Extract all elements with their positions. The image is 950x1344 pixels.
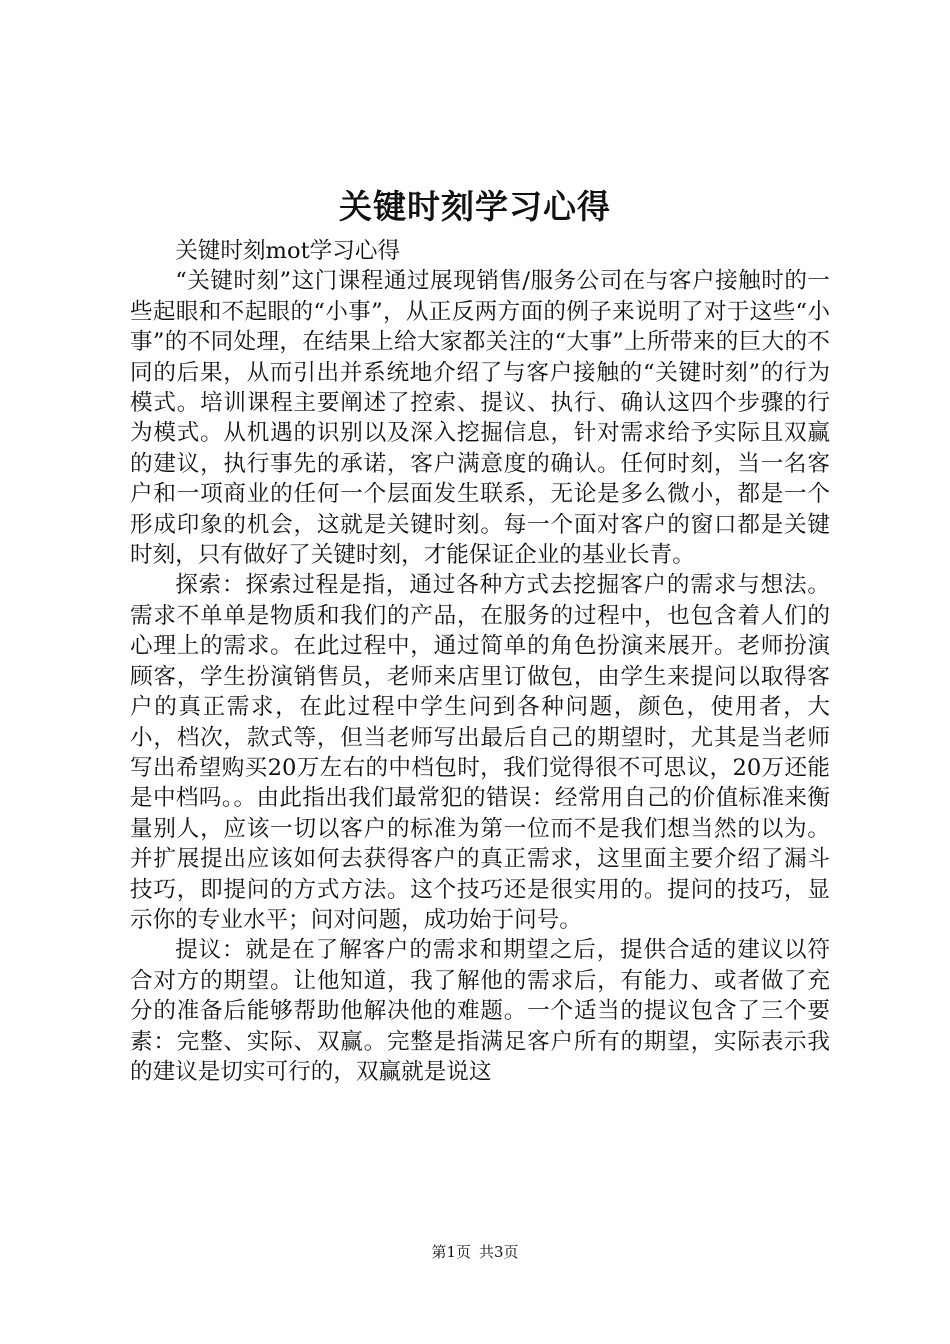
document-title: 关键时刻学习心得: [339, 187, 611, 226]
page-number: 第1页: [431, 1243, 471, 1261]
paragraph-intro: “关键时刻”这门课程通过展现销售/服务公司在与客户接触时的一些起眼和不起眼的“小事”，从正反两方面的例子来说明了对于这些“小事”的不同处理，在结果上给大家都关注的“大事”上所带来的巨大的不同的后果，从而引出并系统地介绍了与客户接触的“关键时刻”的行为模式。培训课程主要阐述了控索、提议、执行、确认这四个步骤的行为模式。从机遇的识别以及深入挖掘信息，针对需求给予实际且双赢的建议，执行事先的承诺，客户满意度的确认。任何时刻，当一名客户和一项商业的任何一个层面发生联系，无论是多么微小，都是一个形成印象的机会，这就是关键时刻。每一个面对客户的窗口都是关键时刻，只有做好了关键时刻，才能保证企业的基业长青。: [130, 268, 830, 569]
paragraph-explore: 探索：探索过程是指，通过各种方式去挖掘客户的需求与想法。需求不单单是物质和我们的产品，在服务的过程中，也包含着人们的心理上的需求。在此过程中，通过简单的角色扮演来展开。老师扮演顾客，学生扮演销售员，老师来店里订做包，由学生来提问以取得客户的真正需求，在此过程中学生问到各种问题，颜色，使用者，大小，档次，款式等，但当老师写出最后自己的期望时，尤其是当老师写出希望购买20万左右的中档包时，我们觉得很不可思议，20万还能是中档吗。。由此指出我们最常犯的错误：经常用自己的价值标准来衡量别人，应该一切以客户的标准为第一位而不是我们想当然的以为。并扩展提出应该如何去获得客户的真正需求，这里面主要介绍了漏斗技巧，即提问的方式方法。这个技巧还是很实用的。提问的技巧，显示你的专业水平；问对问题，成功始于问号。: [130, 572, 830, 933]
page-total: 共3页: [479, 1243, 519, 1261]
document-body: [130, 236, 830, 1087]
paragraph-subtitle: 关键时刻mot学习心得: [175, 238, 401, 264]
paragraph-proposal: 提议：就是在了解客户的需求和期望之后，提供合适的建议以符合对方的期望。让他知道，我了解他的需求后，有能力、或者做了充分的准备后能够帮助他解决他的难题。一个适当的提议包含了三个要素：完整、实际、双赢。完整是指满足客户所有的期望，实际表示我的建议是切实可行的，双赢就是说这: [130, 937, 830, 1085]
page-footer: [0, 1240, 950, 1264]
